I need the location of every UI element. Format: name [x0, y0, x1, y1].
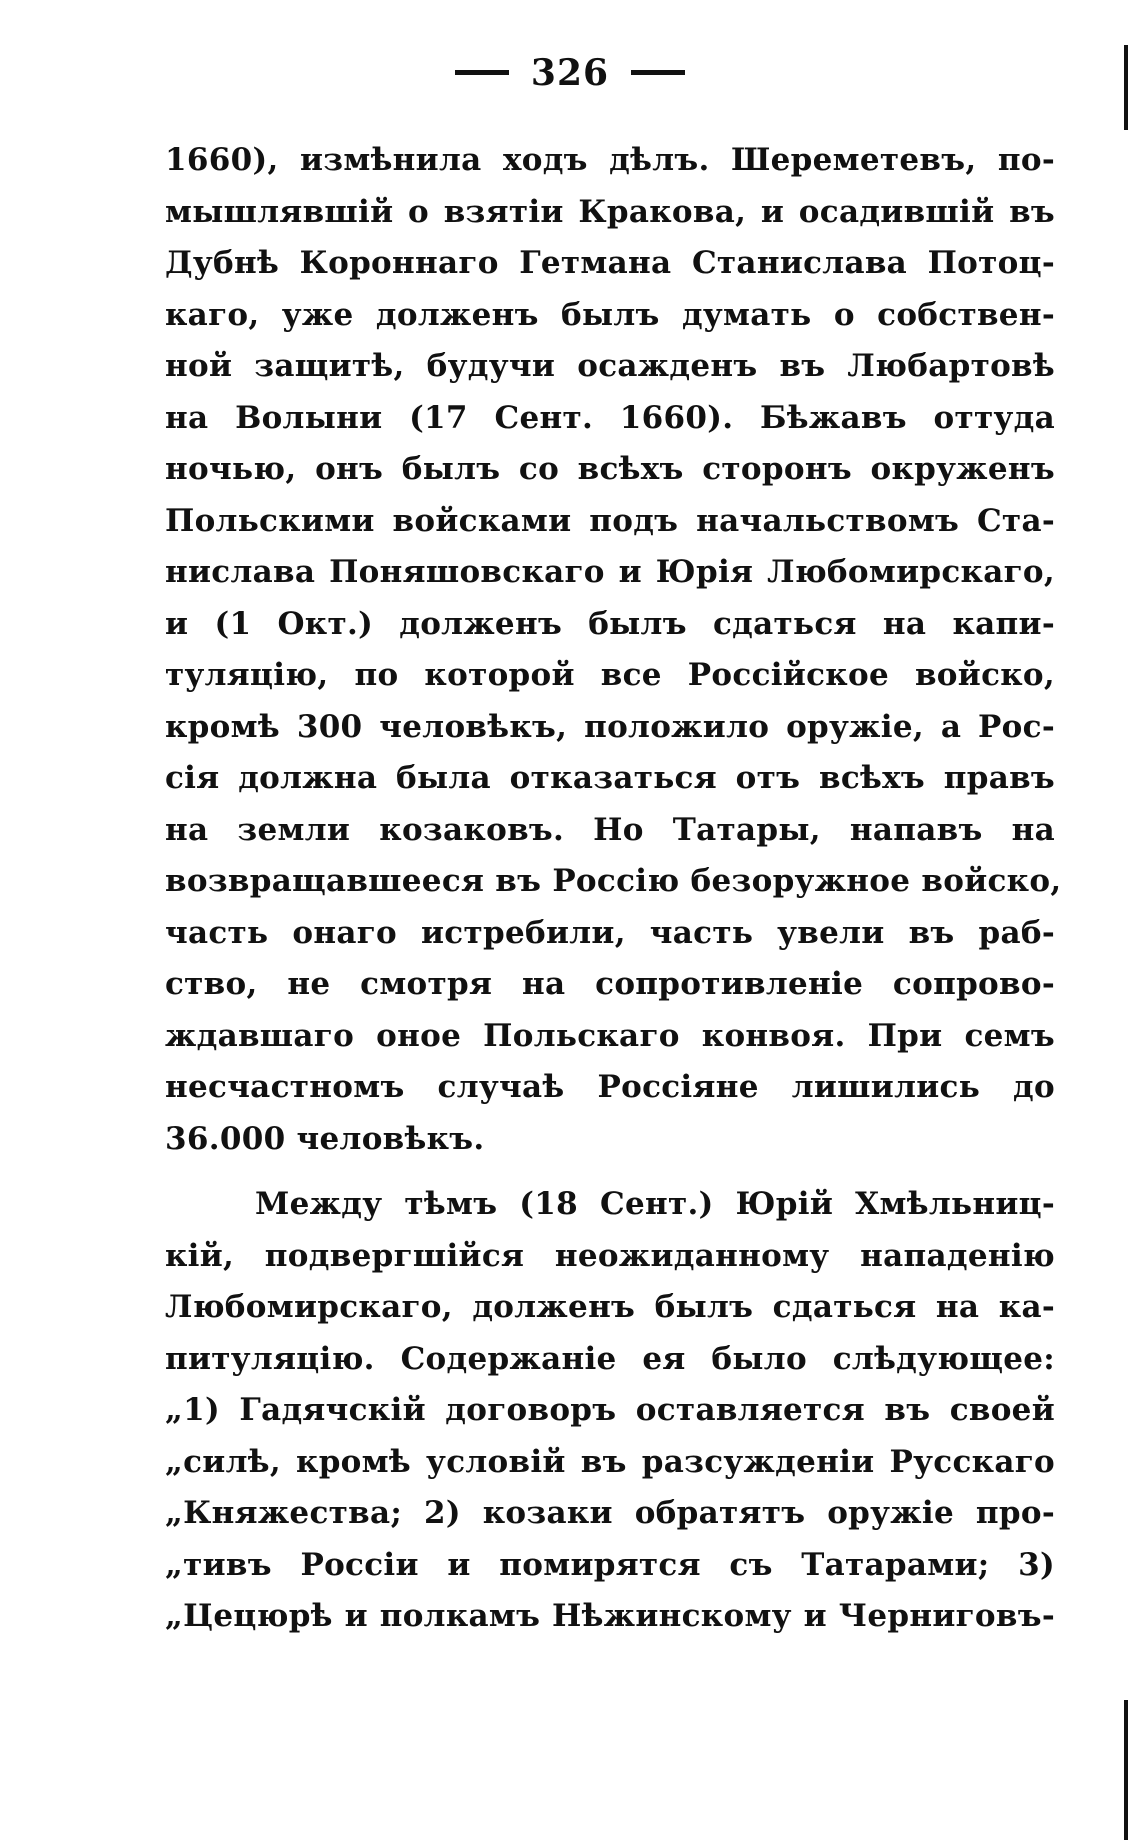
text-line: „Княжества; 2) козаки обратятъ оружіе про-	[165, 1495, 1055, 1531]
text-line: ночью, онъ былъ со всѣхъ сторонъ окруженъ	[165, 451, 1055, 487]
text-line: туляцію, по которой все Россійское войско,	[165, 657, 1055, 693]
text-line: ство, не смотря на сопротивленіе сопрово-	[165, 966, 1055, 1002]
text-line: ждавшаго оное Польскаго конвоя. При семъ	[165, 1017, 1055, 1054]
header-dash-left	[455, 70, 509, 75]
text-line: „силѣ, кромѣ условій въ разсужденіи Русскаго	[165, 1443, 1055, 1480]
text-line: часть онаго истребили, часть увели въ раб-	[165, 914, 1055, 951]
text-line: 36.000 человѣкъ.	[165, 1120, 485, 1157]
text-line: Дубнѣ Короннаго Гетмана Станислава Потоц-	[165, 245, 1055, 281]
text-line: сія должна была отказаться отъ всѣхъ правъ	[165, 760, 1055, 796]
page-header	[0, 52, 1140, 94]
text-line: и (1 Окт.) долженъ былъ сдаться на капи-	[165, 605, 1055, 642]
text-line: „1) Гадячскій договоръ оставляется въ своей	[165, 1392, 1055, 1428]
paragraph-1	[165, 135, 1062, 1165]
page-edge-mark-top	[1124, 45, 1128, 130]
text-line: Любомирскаго, долженъ былъ сдаться на ка-	[165, 1289, 1055, 1325]
text-line: ной защитѣ, будучи осажденъ въ Любартовѣ	[165, 348, 1055, 384]
text-line: „тивъ Россіи и помирятся съ Татарами; 3)	[165, 1546, 1055, 1583]
page-number: 326	[530, 52, 610, 94]
paragraph-gap	[165, 1165, 1055, 1179]
text-line: „Цецюрѣ и полкамъ Нѣжинскому и Черниговъ-	[165, 1598, 1055, 1634]
text-line: мышлявшій о взятіи Кракова, и осадившій въ	[165, 193, 1055, 230]
text-line: кій, подвергшійся неожиданному нападенію	[165, 1237, 1055, 1274]
text-line: питуляцію. Содержаніе ея было слѣдующее:	[165, 1340, 1055, 1377]
text-line: возвращавшееся въ Россію безоружное войско,	[165, 863, 1062, 899]
page-edge-mark-bottom	[1124, 1700, 1128, 1840]
paragraph-2	[165, 1179, 1055, 1643]
text-line: Между тѣмъ (18 Сент.) Юрій Хмѣльниц-	[255, 1186, 1055, 1222]
header-dash-right	[631, 70, 685, 75]
text-line: кромѣ 300 человѣкъ, положило оружіе, а Рос-	[165, 708, 1055, 745]
text-line: Польскими войсками подъ начальствомъ Ста-	[165, 502, 1055, 539]
text-line: на Волыни (17 Сент. 1660). Бѣжавъ оттуда	[165, 399, 1055, 436]
text-line: 1660), измѣнила ходъ дѣлъ. Шереметевъ, по-	[165, 142, 1055, 178]
body-text	[165, 135, 1062, 1643]
text-line: нислава Поняшовскаго и Юрія Любомирскаго,	[165, 554, 1055, 590]
text-line: каго, уже долженъ былъ думать о собствен-	[165, 296, 1055, 333]
text-line: несчастномъ случаѣ Россіяне лишились до	[165, 1069, 1055, 1105]
text-line: на земли козаковъ. Но Татары, напавъ на	[165, 811, 1055, 848]
